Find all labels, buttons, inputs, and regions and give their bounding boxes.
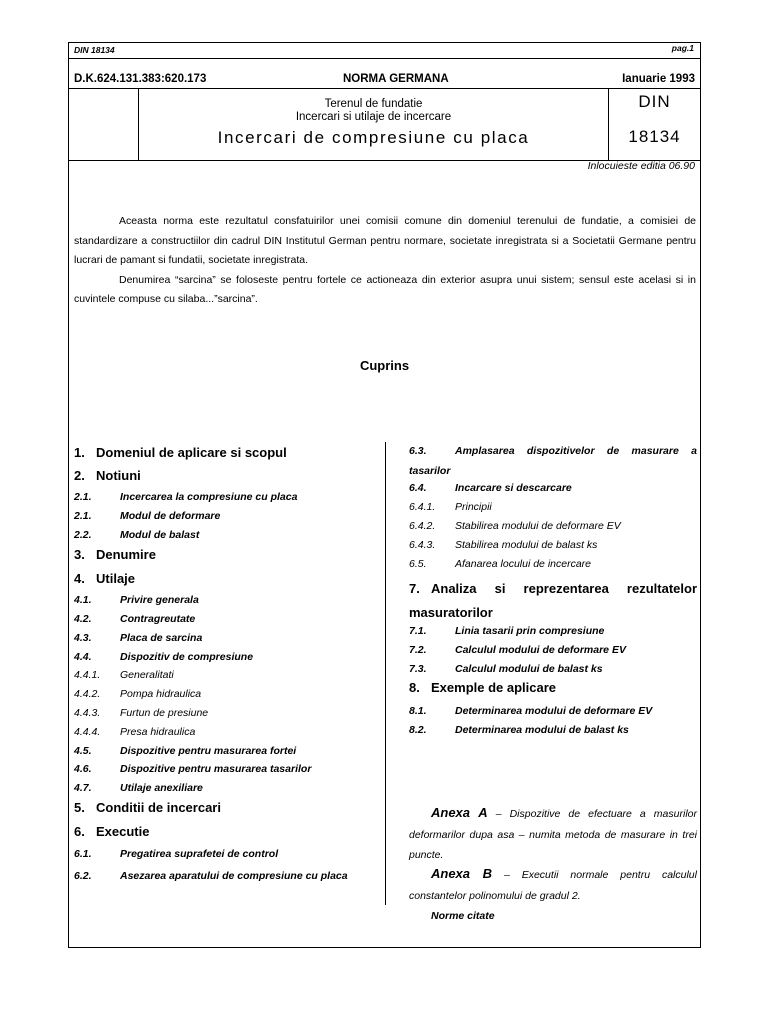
intro-paragraph: Denumirea “sarcina” se foloseste pentru fortele ce actioneaza din exterior asupra unui sistem; sensul este acelasi si in cuvintele compuse cu silaba...”sarcina”. [74,273,696,305]
toc-entry [74,613,195,625]
toc-entry [74,867,364,887]
toc-entry [409,724,629,736]
din-number: 18134 [628,127,681,146]
toc-entry-title: Generalitati [120,669,174,681]
toc-entry [409,482,572,494]
toc-entry-title: Stabilirea modului de deformare EV [455,520,621,532]
toc-entry-title: Presa hidraulica [120,726,196,738]
toc-entry-title: Modul de balast [120,529,200,541]
toc-entry-title: Denumire [96,547,156,562]
toc-entry-number: 7. [409,581,420,596]
toc-entry-title: Domeniul de aplicare si scopul [96,445,287,460]
toc-entry [74,848,278,860]
toc-entry-title: Analiza si reprezentarea rezultatelor masuratorilor [409,581,697,620]
toc-entry [409,520,621,532]
toc-entry-number: 3. [74,547,85,562]
top-strip [69,43,700,59]
contents-heading: Cuprins [359,358,410,373]
toc-entry-title: Stabilirea modului de balast ks [455,539,598,551]
annex-b-text: Executii normale pentru calculul constantelor polinomului de gradul 2. [409,869,697,902]
toc-entry [74,594,199,606]
toc-entry-number: 4.4.3. [74,707,101,719]
toc-entry [409,663,603,675]
toc-entry-number: 6.4. [409,482,427,494]
toc-entry-number: 2.1. [74,510,92,522]
intro-text [74,212,696,310]
toc-entry [409,644,626,656]
toc-entry [74,800,221,815]
toc-entry [74,688,201,700]
toc-entry-number: 2. [74,468,85,483]
toc-entry-number: 4.6. [74,763,92,775]
toc-entry-title: Modul de deformare [120,510,221,522]
toc-entry-number: 6.4.2. [409,520,436,532]
toc-entry-number: 7.3. [409,663,427,675]
toc-entry-number: 4.3. [74,632,92,644]
dk-code: D.K.624.131.383:620.173 [74,73,207,85]
toc-entry-title: Determinarea modului de balast ks [455,724,629,736]
toc-entry-title: Pompa hidraulica [120,688,202,700]
annex-a: Anexa A – Dispozitive de efectuare a masurilor deformarilor dupa asa – numita metoda de masurare in trei puncte. [409,805,697,861]
subtitle-2: Incercari si utilaje de incercare [295,111,452,123]
toc-entry-title: Incercarea la compresiune cu placa [120,491,298,503]
norm-label: NORMA GERMANA [343,73,449,85]
toc-entry-number: 4.4.2. [74,688,101,700]
toc-entry-title: Privire generala [120,594,199,606]
toc-entry-number: 6.4.3. [409,539,436,551]
toc-entry-number: 4.1. [74,594,92,606]
toc-entry [74,529,199,541]
page-label: pag.1 [671,43,694,53]
toc-entry-title: Notiuni [96,468,141,483]
cited-norms-label: Norme citate [431,910,495,922]
toc-entry-title: Utilaje [96,571,136,586]
toc-entry [409,501,492,513]
toc-entry [409,705,652,717]
toc-entry-number: 6.2. [74,870,92,882]
toc-entry-title: Afanarea locului de incercare [455,558,591,570]
toc-entry [409,680,556,695]
toc-entry-title: Asezarea aparatului de compresiune cu placa [120,870,348,882]
toc-entry [74,510,220,522]
toc-entry [74,763,311,775]
doc-code: DIN 18134 [74,45,115,55]
toc-entry-number: 6.3. [409,445,427,457]
toc-entry [74,726,195,738]
toc-entry-number: 4.4.4. [74,726,101,738]
toc-entry-title: Contragreutate [120,613,196,625]
toc-entry [74,707,208,719]
subtitle-1: Terenul de fundatie [324,98,423,110]
toc-entry-title: Exemple de aplicare [431,680,557,695]
toc-entry-number: 6.5. [409,558,427,570]
toc-entry-number: 6.1. [74,848,92,860]
toc-entry [74,782,203,794]
din-label: DIN [638,92,671,111]
toc-entry-title: Incarcare si descarcare [455,482,572,494]
toc-entry [409,625,604,637]
toc-left-column [74,443,370,913]
toc-entry-title: Executie [96,824,150,839]
toc-entry [74,468,141,483]
replaces-note: Inlocuieste editia 06.90 [587,160,695,172]
toc-entry-number: 5. [74,800,85,815]
toc-entry [409,442,697,481]
toc-entry-title: Furtun de presiune [120,707,209,719]
toc-entry [74,824,149,839]
toc-entry-number: 4.2. [74,613,92,625]
annex-b: Anexa B – Executii normale pentru calculul constantelor polinomului de gradul 2. [409,866,697,902]
toc-entry [409,577,697,625]
toc-entry-title: Calculul modului de deformare EV [455,644,626,656]
toc-entry-number: 1. [74,445,85,460]
annex-a-label: Anexa A [431,805,488,820]
doc-date: Ianuarie 1993 [622,73,695,85]
toc-entry [74,547,156,562]
toc-entry [74,571,135,586]
toc-entry-number: 4. [74,571,85,586]
annex-b-label: Anexa B [431,866,493,881]
document-page [68,42,701,948]
toc-entry-number: 4.4.1. [74,669,101,681]
toc-entry-number: 7.1. [409,625,427,637]
annex-a-text: Dispozitive de efectuare a masurilor deformarilor dupa asa – numita metoda de masurare in trei puncte. [409,808,697,861]
title-box [69,88,700,161]
toc-entry-title: Dispozitive pentru masurarea fortei [120,745,297,757]
toc-entry-number: 6. [74,824,85,839]
column-divider [385,442,386,905]
toc-right-column [409,443,697,922]
toc-entry-title: Calculul modului de balast ks [455,663,603,675]
toc-entry-title: Amplasarea dispozitivelor de masurare a tasarilor [409,445,697,477]
toc-entry-number: 6.4.1. [409,501,436,513]
toc-entry-title: Dispozitiv de compresiune [120,651,254,663]
toc-entry-title: Conditii de incercari [96,800,221,815]
toc-entry-number: 4.5. [74,745,92,757]
toc-entry-title: Utilaje anexiliare [120,782,203,794]
toc-entry-title: Determinarea modului de deformare EV [455,705,653,717]
page-title: Incercari de compresiune cu placa [217,128,530,147]
toc-entry-number: 4.7. [74,782,92,794]
toc-entry-number: 8.1. [409,705,427,717]
toc-entry-number: 8. [409,680,420,695]
toc-entry [409,558,591,570]
toc-entry-title: Linia tasarii prin compresiune [455,625,605,637]
toc-entry [409,539,597,551]
toc-entry-title: Principii [455,501,492,513]
toc-entry-title: Pregatirea suprafetei de control [120,848,279,860]
toc-entry [74,632,202,644]
toc-entry-title: Dispozitive pentru masurarea tasarilor [120,763,312,775]
toc-entry [74,651,253,663]
toc-entry-title: Placa de sarcina [120,632,203,644]
intro-paragraph: Aceasta norma este rezultatul consfatuirilor unei comisii comune din domeniul terenului de fundatie, a comisiei de standardizare a constructiilor din cadrul DIN Institutul German pentru normare, societate inregistrata si a Societatii Germane pentru lucrari de pamant si fundatii, societate inregistrata. [74,215,696,266]
toc-entry [74,745,296,757]
toc-entry-number: 2.1. [74,491,92,503]
toc-entry-number: 7.2. [409,644,427,656]
toc-entry [74,445,287,460]
toc-entry-number: 8.2. [409,724,427,736]
toc-entry-number: 4.4. [74,651,92,663]
toc-entry [74,669,174,681]
cited-norms [409,906,697,927]
toc-entry-number: 2.2. [74,529,92,541]
toc-entry [74,491,297,503]
